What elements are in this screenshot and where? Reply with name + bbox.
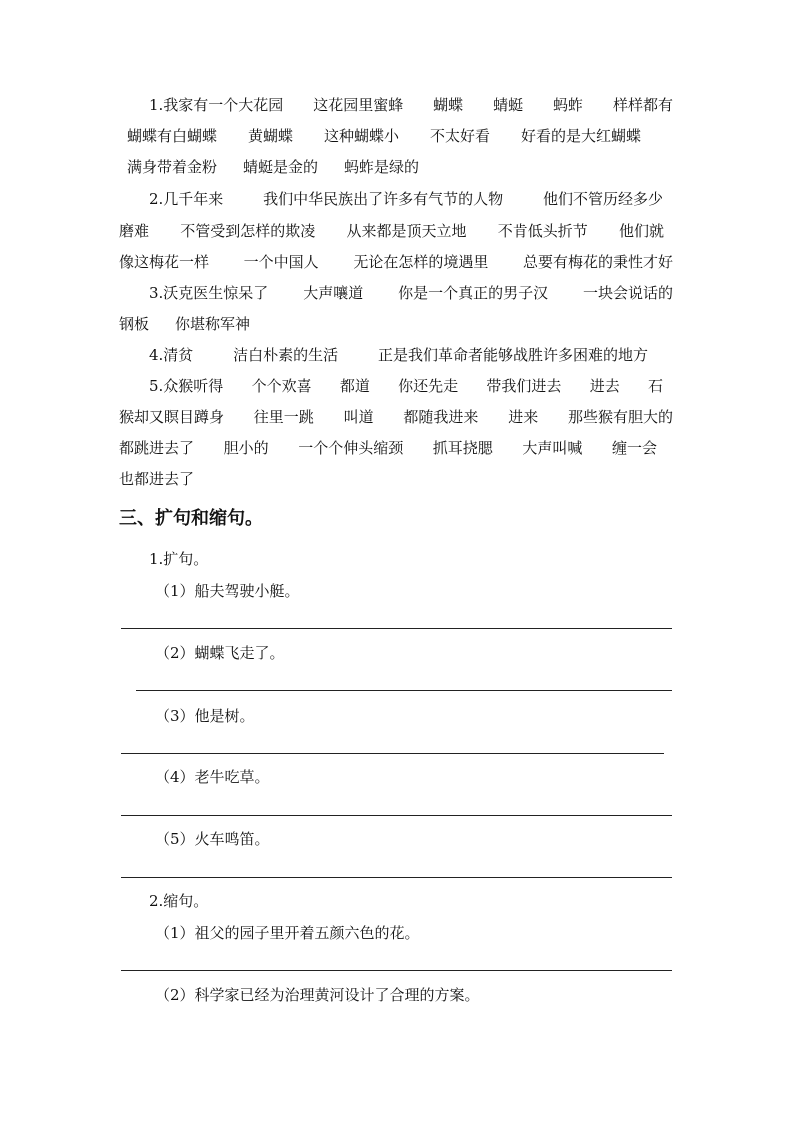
answer-line[interactable] xyxy=(136,690,672,691)
phrase: 一个个伸头缩颈 xyxy=(298,439,404,457)
expand-item-1: （1）船夫驾驶小艇。 xyxy=(155,582,300,600)
phrase: 大声嚷道 xyxy=(303,284,364,302)
phrase: 叫道 xyxy=(343,408,374,426)
phrase: 大声叫喊 xyxy=(522,439,583,457)
phrase: 4.清贫 xyxy=(149,346,194,364)
phrase: 蝴蝶 xyxy=(433,96,464,114)
paragraph-3-line-2 xyxy=(119,313,677,335)
paragraph-2-line-3 xyxy=(119,251,673,273)
phrase: 1.我家有一个大花园 xyxy=(149,96,284,114)
phrase: 胆小的 xyxy=(223,439,269,457)
phrase: 满身带着金粉 xyxy=(127,158,218,176)
answer-line[interactable] xyxy=(121,970,672,971)
phrase: 他们不管历经多少 xyxy=(542,190,663,208)
phrase: 2.几千年来 xyxy=(149,190,224,208)
phrase: 黄蝴蝶 xyxy=(247,127,293,145)
phrase: 这花园里蜜蜂 xyxy=(313,96,404,114)
phrase: 蜻蜓是金的 xyxy=(243,158,319,176)
shrink-item-2: （2）科学家已经为治理黄河设计了合理的方案。 xyxy=(155,986,480,1004)
phrase: 像这梅花一样 xyxy=(119,253,210,271)
phrase: 带我们进去 xyxy=(486,377,562,395)
phrase: 蚂蚱 xyxy=(553,96,584,114)
phrase: 你堪称军神 xyxy=(175,315,251,333)
phrase: 这种蝴蝶小 xyxy=(323,127,399,145)
phrase: 样样都有 xyxy=(612,96,673,114)
phrase: 洁白朴素的生活 xyxy=(233,346,339,364)
phrase: 正是我们革命者能够战胜许多困难的地方 xyxy=(377,346,648,364)
phrase: 他们就 xyxy=(618,222,664,240)
phrase: 往里一跳 xyxy=(253,408,314,426)
expand-label: 1.扩句。 xyxy=(149,550,209,568)
answer-line[interactable] xyxy=(121,753,664,754)
paragraph-1-line-1 xyxy=(149,94,673,116)
phrase: 都随我进来 xyxy=(403,408,479,426)
phrase: 一个中国人 xyxy=(243,253,319,271)
phrase: 个个欢喜 xyxy=(251,377,312,395)
answer-line[interactable] xyxy=(121,877,672,878)
expand-item-4: （4）老牛吃草。 xyxy=(155,768,270,786)
paragraph-4-line-1 xyxy=(149,344,648,366)
paragraph-5-line-1 xyxy=(149,375,663,397)
phrase: 进来 xyxy=(508,408,539,426)
paragraph-1-line-3 xyxy=(127,156,685,178)
phrase: 也都进去了 xyxy=(119,470,195,488)
phrase: 抓耳挠腮 xyxy=(432,439,493,457)
phrase: 好看的是大红蝴蝶 xyxy=(520,127,641,145)
phrase: 你是一个真正的男子汉 xyxy=(398,284,549,302)
answer-line[interactable] xyxy=(121,628,672,629)
phrase: 缠一会 xyxy=(611,439,657,457)
phrase: 磨难 xyxy=(119,222,150,240)
expand-item-2: （2）蝴蝶飞走了。 xyxy=(155,644,285,662)
phrase: 都跳进去了 xyxy=(119,439,195,457)
section-3-title: 三、扩句和缩句。 xyxy=(119,508,263,529)
phrase: 一块会说话的 xyxy=(582,284,673,302)
phrase: 从来都是顶天立地 xyxy=(346,222,467,240)
phrase: 进去 xyxy=(589,377,620,395)
shrink-label: 2.缩句。 xyxy=(149,892,209,910)
phrase: 5.众猴听得 xyxy=(149,377,224,395)
phrase: 我们中华民族出了许多有气节的人物 xyxy=(263,190,504,208)
phrase: 你还先走 xyxy=(398,377,459,395)
paragraph-5-line-2 xyxy=(119,406,673,428)
phrase: 不肯低头折节 xyxy=(497,222,588,240)
paragraph-2-line-2 xyxy=(119,220,664,242)
phrase: 不管受到怎样的欺凌 xyxy=(180,222,316,240)
paragraph-1-line-2 xyxy=(127,125,641,147)
phrase: 猴却又瞑目蹲身 xyxy=(119,408,225,426)
phrase: 不太好看 xyxy=(429,127,490,145)
phrase: 那些猴有胆大的 xyxy=(567,408,673,426)
phrase: 蚂蚱是绿的 xyxy=(344,158,420,176)
paragraph-5-line-4 xyxy=(119,468,677,490)
phrase: 钢板 xyxy=(119,315,150,333)
phrase: 总要有梅花的秉性才好 xyxy=(522,253,673,271)
phrase: 都道 xyxy=(339,377,370,395)
paragraph-5-line-3 xyxy=(119,437,657,459)
phrase: 无论在怎样的境遇里 xyxy=(353,253,489,271)
phrase: 石 xyxy=(647,377,663,395)
expand-item-3: （3）他是树。 xyxy=(155,707,255,725)
paragraph-3-line-1 xyxy=(149,282,673,304)
answer-line[interactable] xyxy=(121,815,672,816)
shrink-item-1: （1）祖父的园子里开着五颜六色的花。 xyxy=(155,924,420,942)
expand-item-5: （5）火车鸣笛。 xyxy=(155,830,270,848)
phrase: 蜻蜓 xyxy=(493,96,524,114)
phrase: 蝴蝶有白蝴蝶 xyxy=(127,127,218,145)
paragraph-2-line-1 xyxy=(149,188,663,210)
phrase: 3.沃克医生惊呆了 xyxy=(149,284,269,302)
